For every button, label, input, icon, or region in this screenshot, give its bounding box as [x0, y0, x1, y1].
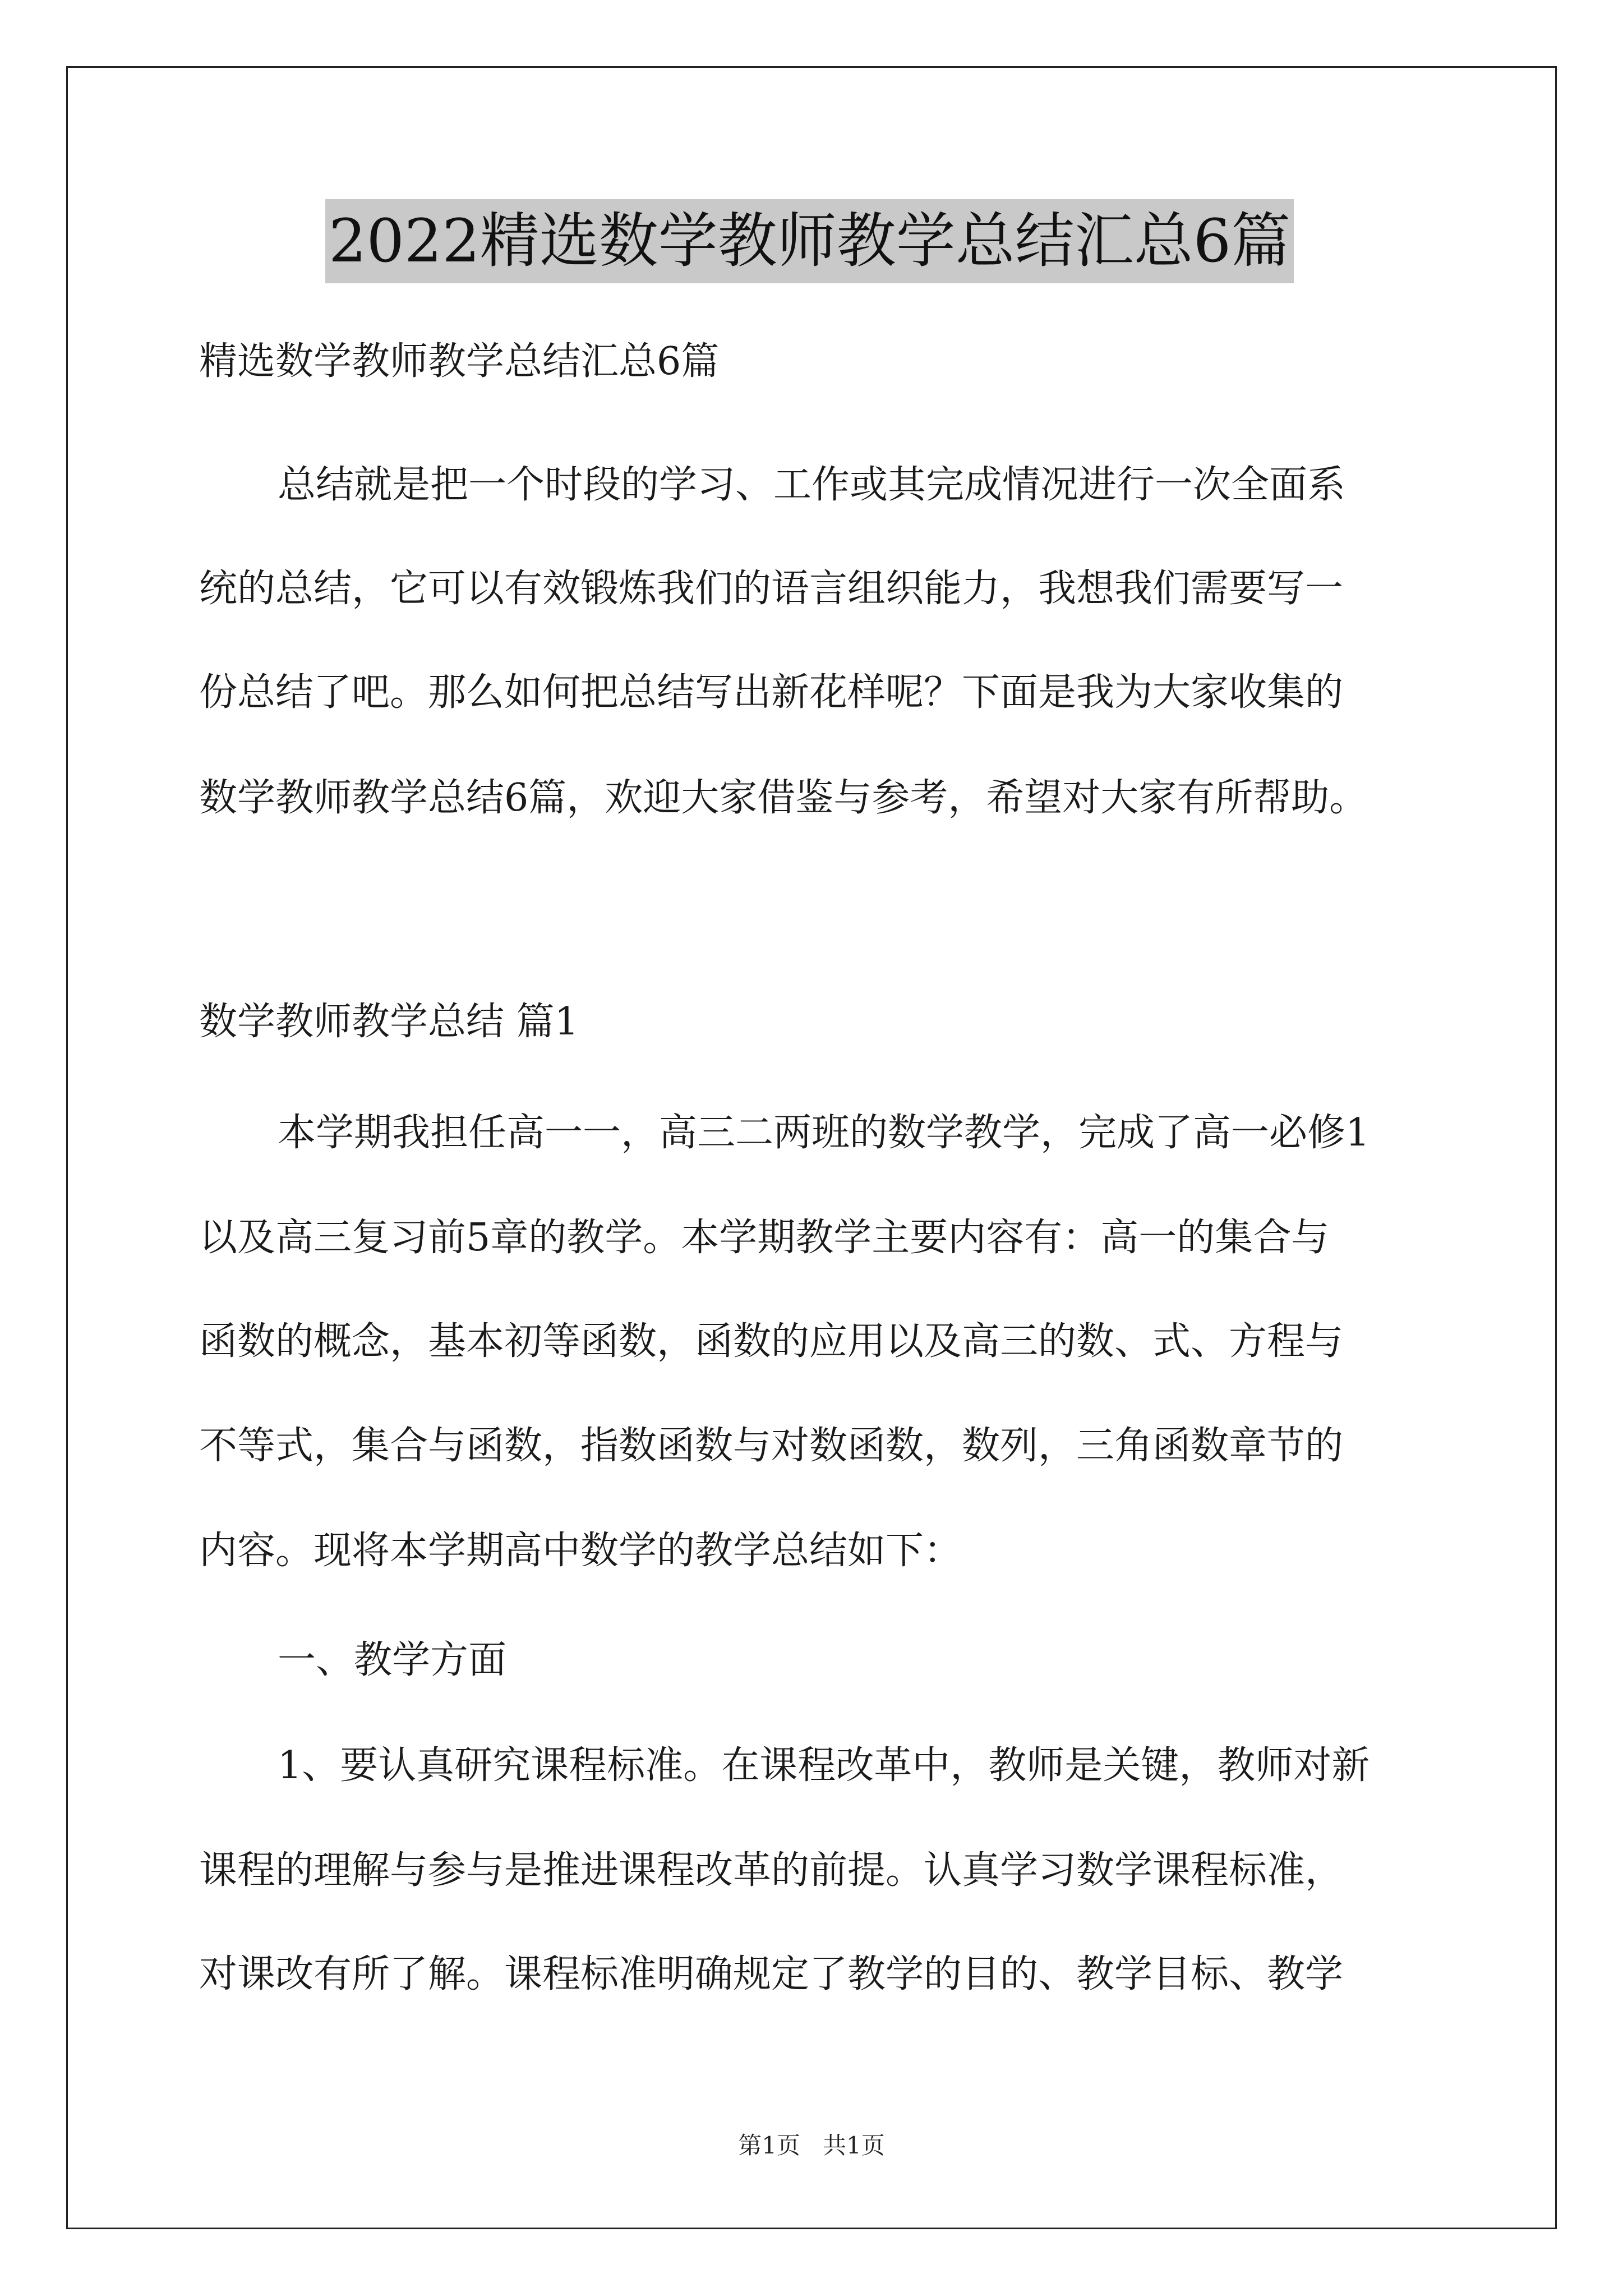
paragraph-line: 课程的理解与参与是推进课程改革的前提。认真学习数学课程标准，: [199, 1848, 1344, 1893]
document-subtitle: 精选数学教师教学总结汇总6篇: [199, 339, 720, 384]
document-title: 2022精选数学教师教学总结汇总6篇: [325, 199, 1294, 283]
intro-line: 总结就是把一个时段的学习、工作或其完成情况进行一次全面系: [278, 463, 1346, 507]
paragraph-line: 函数的概念，基本初等函数，函数的应用以及高三的数、式、方程与: [199, 1319, 1344, 1364]
section-heading: 数学教师教学总结 篇1: [199, 1000, 579, 1044]
paragraph-line: 对课改有所了解。课程标准明确规定了教学的目的、教学目标、教学: [199, 1952, 1344, 1996]
paragraph-line: 内容。现将本学期高中数学的教学总结如下：: [199, 1529, 962, 1573]
intro-line: 数学教师教学总结6篇，欢迎大家借鉴与参考，希望对大家有所帮助。: [199, 776, 1368, 820]
paragraph-line: 以及高三复习前5章的教学。本学期教学主要内容有：高一的集合与: [199, 1216, 1330, 1260]
paragraph-line: 本学期我担任高一一，高三二两班的数学教学，完成了高一必修1: [278, 1111, 1370, 1155]
intro-line: 份总结了吧。那么如何把总结写出新花样呢？下面是我为大家收集的: [199, 670, 1344, 715]
paragraph-line: 不等式，集合与函数，指数函数与对数函数，数列，三角函数章节的: [199, 1424, 1344, 1468]
intro-line: 统的总结，它可以有效锻炼我们的语言组织能力，我想我们需要写一: [199, 567, 1344, 611]
subheading: 一、教学方面: [278, 1638, 507, 1682]
paragraph-line: 1、要认真研究课程标准。在课程改革中，教师是关键，教师对新: [278, 1743, 1370, 1788]
page-footer: 第1页 共1页: [738, 2132, 885, 2159]
